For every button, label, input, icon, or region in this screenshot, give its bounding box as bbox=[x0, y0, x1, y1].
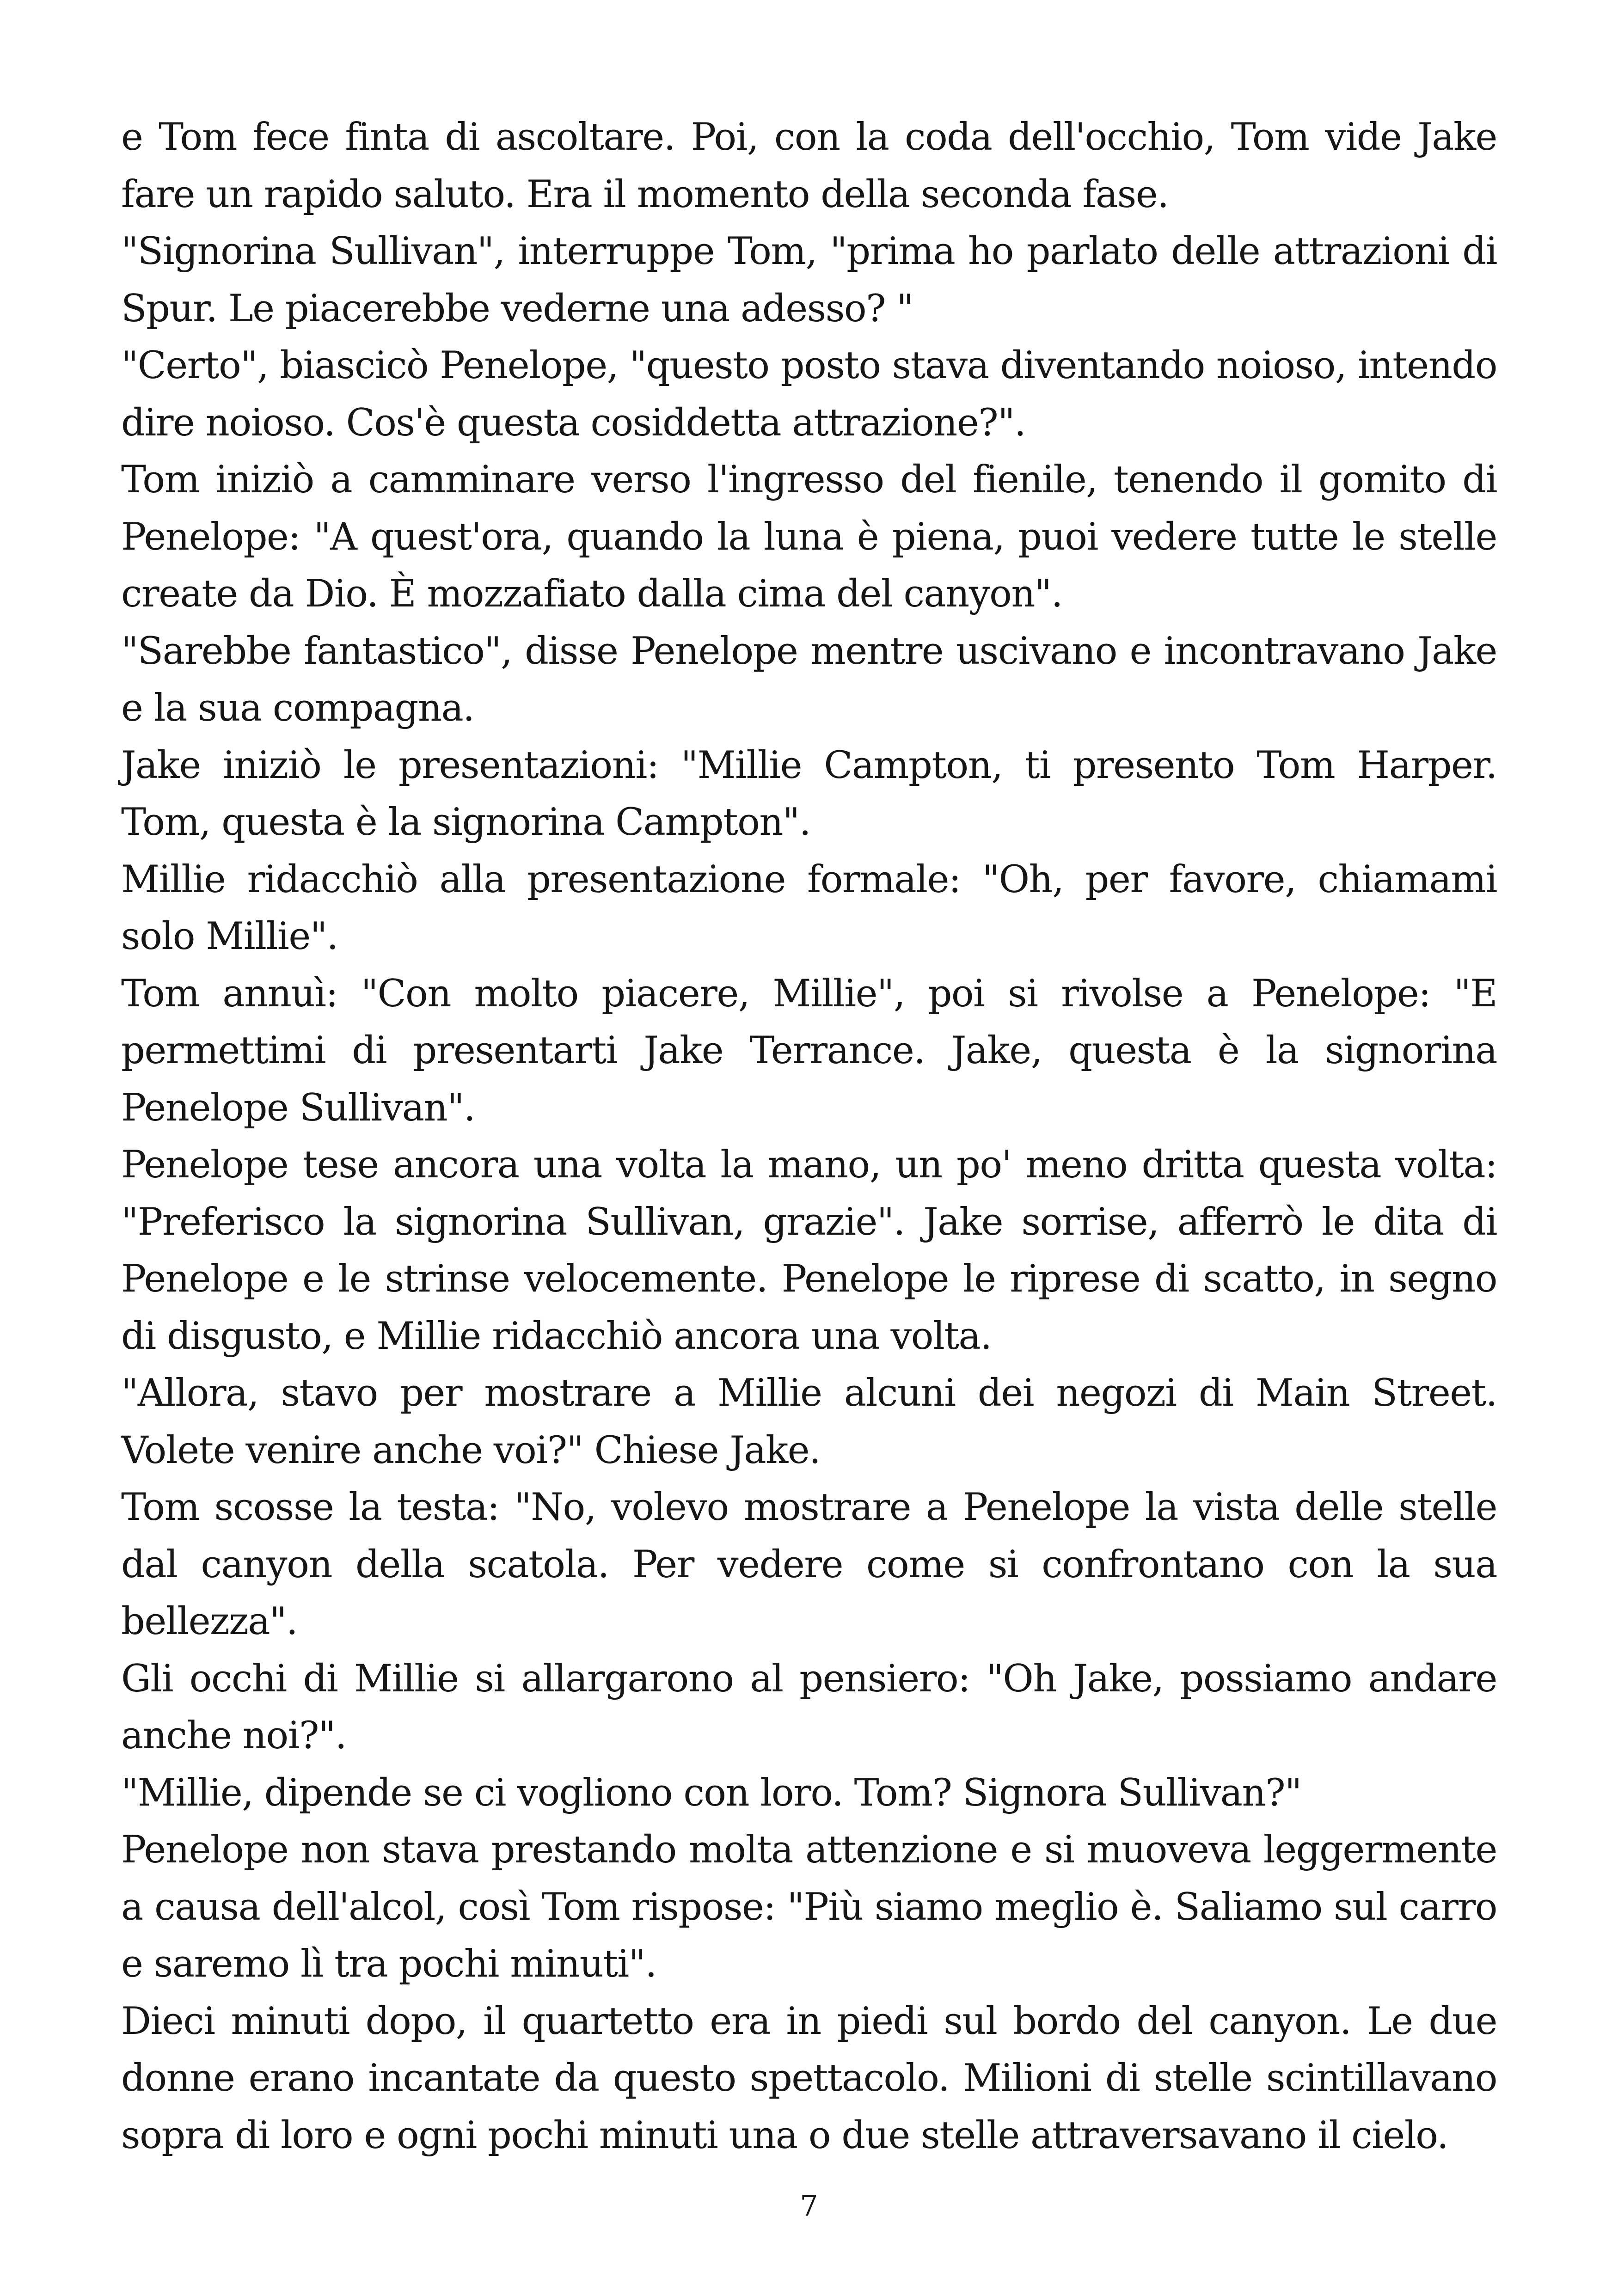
paragraph-6: Jake iniziò le presentazioni: "Millie Campton, ti presento Tom Harper. Tom, questa è la signorina Campton". bbox=[121, 743, 1497, 844]
paragraph-9: Penelope tese ancora una volta la mano, un po' meno dritta questa volta: "Preferisco la signorina Sullivan, grazie". Jake sorrise, afferrò le dita di Penelope e le strinse velocemente. Penelope le riprese di scatto, in segno di disgusto, e Millie ridacchiò ancora una volta. bbox=[121, 1143, 1497, 1358]
paragraph-10: "Allora, stavo per mostrare a Millie alcuni dei negozi di Main Street. Volete venire anche voi?" Chiese Jake. bbox=[121, 1371, 1497, 1472]
page-body bbox=[121, 109, 1497, 2180]
paragraph-1: e Tom fece finta di ascoltare. Poi, con la coda dell'occhio, Tom vide Jake fare un rapido saluto. Era il momento della seconda fase. bbox=[121, 116, 1497, 216]
page-number: 7 bbox=[800, 2189, 818, 2223]
paragraph-8: Tom annuì: "Con molto piacere, Millie", poi si rivolse a Penelope: "E permettimi di presentarti Jake Terrance. Jake, questa è la signorina Penelope Sullivan". bbox=[121, 972, 1497, 1130]
paragraph-13: "Millie, dipende se ci vogliono con loro. Tom? Signora Sullivan?" bbox=[121, 1771, 1301, 1815]
paragraph-5: "Sarebbe fantastico", disse Penelope mentre uscivano e incontravano Jake e la sua compagna. bbox=[121, 629, 1497, 730]
paragraph-15: Dieci minuti dopo, il quartetto era in piedi sul bordo del canyon. Le due donne erano incantate da questo spettacolo. Milioni di stelle scintillavano sopra di loro e ogni pochi minuti una o due stelle attraversavano il cielo. bbox=[121, 1999, 1497, 2157]
paragraph-4: Tom iniziò a camminare verso l'ingresso del fienile, tenendo il gomito di Penelope: "A quest'ora, quando la luna è piena, puoi vedere tutte le stelle create da Dio. È mozzafiato dalla cima del canyon". bbox=[121, 458, 1497, 616]
paragraph-11: Tom scosse la testa: "No, volevo mostrare a Penelope la vista delle stelle dal canyon della scatola. Per vedere come si confrontano con la sua bellezza". bbox=[121, 1486, 1497, 1643]
paragraph-2: "Signorina Sullivan", interruppe Tom, "prima ho parlato delle attrazioni di Spur. Le piacerebbe vederne una adesso? " bbox=[121, 230, 1497, 331]
paragraph-14: Penelope non stava prestando molta attenzione e si muoveva leggermente a causa dell'alcol, così Tom rispose: "Più siamo meglio è. Saliamo sul carro e saremo lì tra pochi minuti". bbox=[121, 1828, 1497, 1986]
paragraph-7: Millie ridacchiò alla presentazione formale: "Oh, per favore, chiamami solo Millie". bbox=[121, 857, 1497, 958]
paragraph-3: "Certo", biascicò Penelope, "questo posto stava diventando noioso, intendo dire noioso. Cos'è questa cosiddetta attrazione?". bbox=[121, 344, 1497, 445]
paragraph-12: Gli occhi di Millie si allargarono al pensiero: "Oh Jake, possiamo andare anche noi?". bbox=[121, 1657, 1497, 1757]
